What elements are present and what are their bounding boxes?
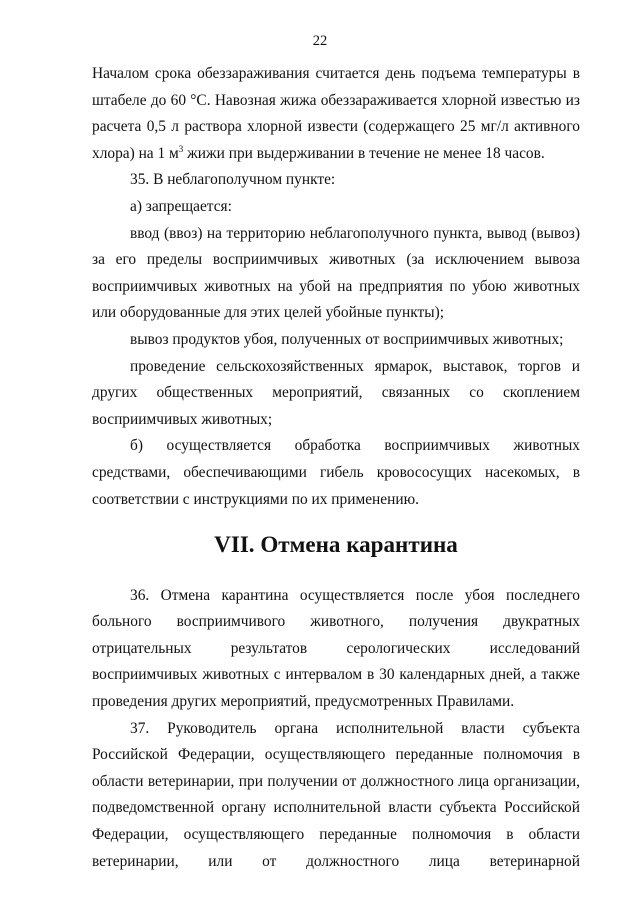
- paragraph-35a: а) запрещается:: [130, 197, 232, 215]
- paragraph-35: 35. В неблагополучном пункте:: [130, 171, 336, 189]
- superscript-3: 3: [178, 143, 184, 154]
- degree-unit: °С: [190, 91, 207, 109]
- paragraph-35b: б) осуществляется обработка восприимчивых животных средствами, обеспечивающими гибель кровососущих насекомых, в соответствии с инструкциями по их применению.: [92, 437, 580, 508]
- paragraph-35a-entry-ban: ввод (ввоз) на территорию неблагополучного пункта, вывод (вывоз) за его пределы восприимчивых животных (за исключением вывоза восприимчивых животных на убой на предприятия по убою животных или оборудованные для этих целей убойные пункты);: [92, 224, 580, 322]
- paragraph-35a-events-ban: проведение сельскохозяйственных ярмарок, выставок, торгов и других общественных мероприятий, связанных со скоплением восприимчивых животных;: [92, 357, 580, 428]
- document-body: [92, 61, 580, 875]
- page-number: 22: [312, 33, 328, 49]
- paragraph-35a-export-ban: вывоз продуктов убоя, полученных от восприимчивых животных;: [130, 330, 564, 348]
- paragraph-36: 36. Отмена карантина осуществляется после убоя последнего больного восприимчивого животного, получения двукратных отрицательных результатов серологических исследований восприимчивых животных с интервалом в 30 календарных дней, а также проведения других мероприятий, предусмотренных Правилами.: [92, 586, 580, 711]
- paragraph-disinfection-start: Началом срока обеззараживания считается день подъема температуры в штабеле до 60 °С. Навозная жижа обеззараживается хлорной известью из расчета 0,5 л раствора хлорной извести (содержащего 25 мг/л активного хлора) на 1 $м^3$ жижи при выдерживании в течение не менее 18 часов.: [92, 65, 580, 162]
- paragraph-37: 37. Руководитель органа исполнительной власти субъекта Российской Федерации, осуществляющего переданные полномочия в области ветеринарии, при получении от должностного лица организации, подведомственной органу исполнительной власти субъекта Российской Федерации, осуществляющего переданные полномочия в области ветеринарии, или от должностного лица ветеринарной: [92, 719, 580, 870]
- section-heading: VII. Отмена карантина: [214, 531, 458, 558]
